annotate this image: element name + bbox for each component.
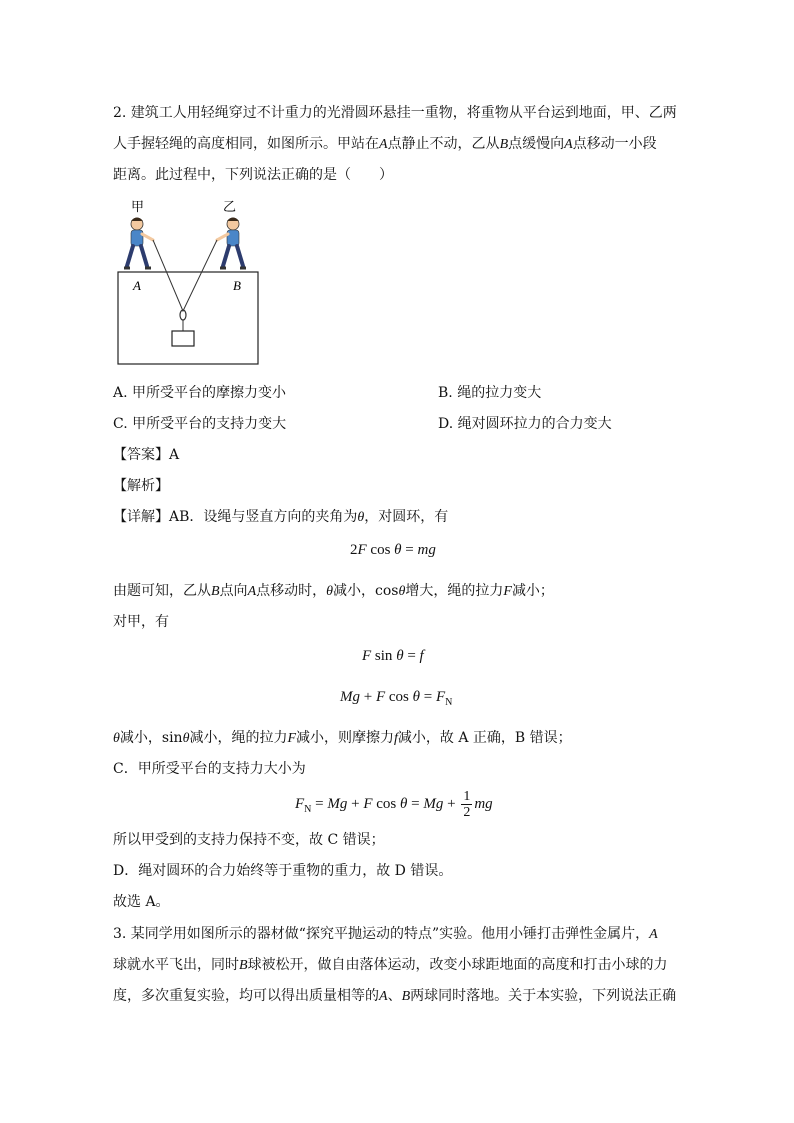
q2-c-line: C．甲所受平台的支持力大小为 bbox=[113, 761, 306, 777]
equation-4: $F_N = Mg + F$ cos θ = Mg + $\frac{1}{2}$ mg bbox=[295, 789, 493, 820]
figure-label-B: B bbox=[233, 278, 241, 293]
q3-line3: 度，多次重复实验，均可以得出质量相等的A、B两球同时落地。关于本实验，下列说法正确 bbox=[113, 988, 677, 1004]
q2-figure bbox=[113, 196, 273, 371]
q2-stem-line1: 2. 建筑工人用轻绳穿过不计重力的光滑圆环悬挂一重物，将重物从平台运到地面，甲、乙两 bbox=[113, 105, 677, 121]
equation-3: Mg + F $\cos \theta = F_N$ bbox=[340, 689, 453, 708]
figure-label-jia: 甲 bbox=[131, 200, 145, 215]
q2-option-c: C. 甲所受平台的支持力变大 bbox=[113, 416, 287, 432]
q2-option-d: D. 绳对圆环拉力的合力变大 bbox=[438, 416, 612, 432]
q3-line1: 3. 某同学用如图所示的器材做“探究平抛运动的特点”实验。他用小锤打击弹性金属片，A bbox=[113, 926, 658, 942]
q2-stem-line3: 距离。此过程中，下列说法正确的是（ ） bbox=[113, 167, 393, 183]
q3-line2: 球就水平飞出，同时B球被松开，做自由落体运动，改变小球距地面的高度和打击小球的力 bbox=[113, 957, 668, 973]
q2-d-line: D．绳对圆环的合力始终等于重物的重力，故 D 错误。 bbox=[113, 863, 453, 879]
worker-jia-icon bbox=[124, 218, 153, 269]
q2-analysis-tag: 【解析】 bbox=[113, 478, 169, 494]
worker-yi-icon bbox=[217, 218, 246, 269]
equation-2: F sin θ = f bbox=[362, 648, 424, 664]
q2-line-theta: θ减小，sinθ减小，绳的拉力F减小，则摩擦力f减小，故 A 正确，B 错误； bbox=[113, 730, 572, 746]
rope bbox=[153, 240, 217, 311]
q2-stem-line2: 人手握轻绳的高度相同，如图所示。甲站在A点静止不动，乙从B点缓慢向A点移动一小段 bbox=[113, 136, 657, 152]
figure-label-yi: 乙 bbox=[223, 200, 237, 215]
q2-option-a: A. 甲所受平台的摩擦力变小 bbox=[113, 385, 287, 401]
q2-option-b: B. 绳的拉力变大 bbox=[438, 385, 542, 401]
q2-c-conclusion: 所以甲受到的支持力保持不变，故 C 错误； bbox=[113, 832, 385, 848]
q2-line-after-eq1: 由题可知，乙从B点向A点移动时，θ减小，cosθ增大，绳的拉力F减小； bbox=[113, 583, 554, 599]
figure-label-A: A bbox=[133, 278, 141, 293]
q2-for-jia: 对甲，有 bbox=[113, 614, 169, 630]
q2-detail-line1: 【详解】AB．设绳与竖直方向的夹角为θ，对圆环，有 bbox=[113, 509, 449, 525]
equation-1: 2F cos θ = mg bbox=[350, 542, 436, 558]
weight-box bbox=[172, 331, 194, 346]
q2-answer: 【答案】A bbox=[113, 447, 180, 463]
q2-choose: 故选 A。 bbox=[113, 894, 170, 910]
fraction-one-half: $\frac{1}{2}$ bbox=[463, 789, 471, 820]
